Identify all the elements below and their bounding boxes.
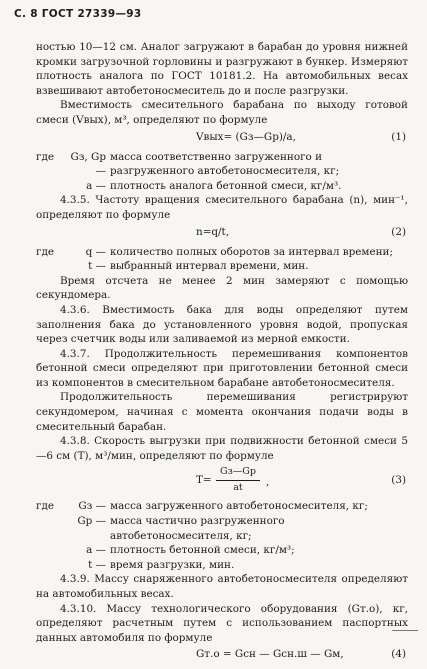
where-row [36,150,408,179]
where-row [36,543,408,558]
where-row [36,179,408,194]
formula-expression: n=q/t, [196,225,230,238]
formula-expression: Vвых= (Gз—Gр)/a, [196,130,296,143]
where-description: масса загруженного автобетоносмесителя, кг; [110,500,368,513]
formula-1 [36,130,408,146]
footer-rule [392,630,418,631]
where-symbol: a — [86,544,106,557]
page-body [36,40,408,667]
where-list-3 [36,499,408,572]
where-word [36,558,58,573]
formula-number: (4) [391,648,406,661]
where-word [36,543,58,558]
where-description: масса соответственно загруженного и разгруженного автобетоносмесителя, кг; [110,150,340,178]
where-symbol: Gр — [77,515,106,528]
where-row [36,245,408,260]
where-description: плотность бетонной смеси, кг/м³; [110,544,295,557]
where-list-2 [36,245,408,274]
formula-3 [36,465,408,495]
formula-2 [36,225,408,241]
where-symbol: Gз — [78,500,106,513]
where-symbol: Gз, Gр — [70,150,106,178]
fraction-numerator: Gз—Gр [216,465,260,481]
where-description: время разгрузки, мин. [110,558,235,571]
where-word [36,179,58,194]
formula-fraction [216,465,260,495]
where-row [36,514,408,543]
where-symbol: q — [85,245,106,258]
where-row [36,259,408,274]
where-word [36,259,58,274]
where-description: количество полных оборотов за интервал времени; [110,245,393,258]
fraction-denominator: at [233,482,243,494]
formula-lhs: T= [196,474,212,487]
where-row [36,558,408,573]
where-description: плотность аналога бетонной смеси, кг/м³. [110,179,342,192]
formula-comma: , [266,476,270,489]
where-word: где [36,245,54,258]
formula-4 [36,647,408,663]
paragraph: Время отсчета не менее 2 мин замеряют с помощью секундомера. [36,274,408,302]
paragraph: 4.3.6. Вместимость бака для воды определяют путем заполнения бака до установленного уровня водой, пропуская через счетчик воды или заливаемой из мерной емкости. [36,303,408,346]
where-description: масса частично разгруженного автобетоносмесителя, кг; [110,515,285,542]
where-word [36,514,58,543]
paragraph: 4.3.5. Частоту вращения смесительного барабана (n), мин⁻¹, определяют по формуле [36,194,408,221]
where-list-1 [36,150,408,194]
where-description: выбранный интервал времени, мин. [110,260,309,273]
formula-number: (1) [391,130,406,143]
formula-number: (3) [391,474,406,487]
paragraph: 4.3.10. Массу технологического оборудования (Gт.о), кг, определяют расчетным путем с использованием паспортных данных автомобиля по формуле [36,602,408,644]
formula-number: (2) [391,225,406,238]
where-row [36,499,408,514]
page-header: С. 8 ГОСТ 27339—93 [14,8,142,20]
paragraph: 4.3.9. Массу снаряженного автобетоносмесителя определяют на автомобильных весах. [36,573,408,600]
paragraph: Продолжительность перемешивания регистрируют секундомером, начиная с момента окончания подачи воды в смесительный барабан. [36,391,408,433]
where-word: где [36,500,54,513]
where-symbol: t — [88,260,106,273]
where-word: где [36,150,54,163]
paragraph: 4.3.8. Скорость выгрузки при подвижности бетонной смеси 5—6 см (T), м³/мин, определяют по формуле [36,435,408,462]
formula-expression: Gт.о = Gсн — Gсн.ш — Gм, [196,648,344,661]
paragraph: 4.3.7. Продолжительность перемешивания компонентов бетонной смеси определяют при приготовлении бетонной смеси из компонентов в смесительном барабане автобетоносмесителя. [36,347,408,389]
paragraph: ностью 10—12 см. Аналог загружают в барабан до уровня нижней кромки загрузочной горловины и разгружают в бункер. Измеряют плотность аналога по ГОСТ 10181.2. На автомобильных весах взвешивают автобетоносмеситель до и после разгрузки. [36,41,408,97]
where-symbol: t — [88,558,106,571]
paragraph: Вместимость смесительного барабана по выходу готовой смеси (Vвых), м³, определяют по формуле [36,99,408,126]
where-symbol: a — [86,179,106,192]
